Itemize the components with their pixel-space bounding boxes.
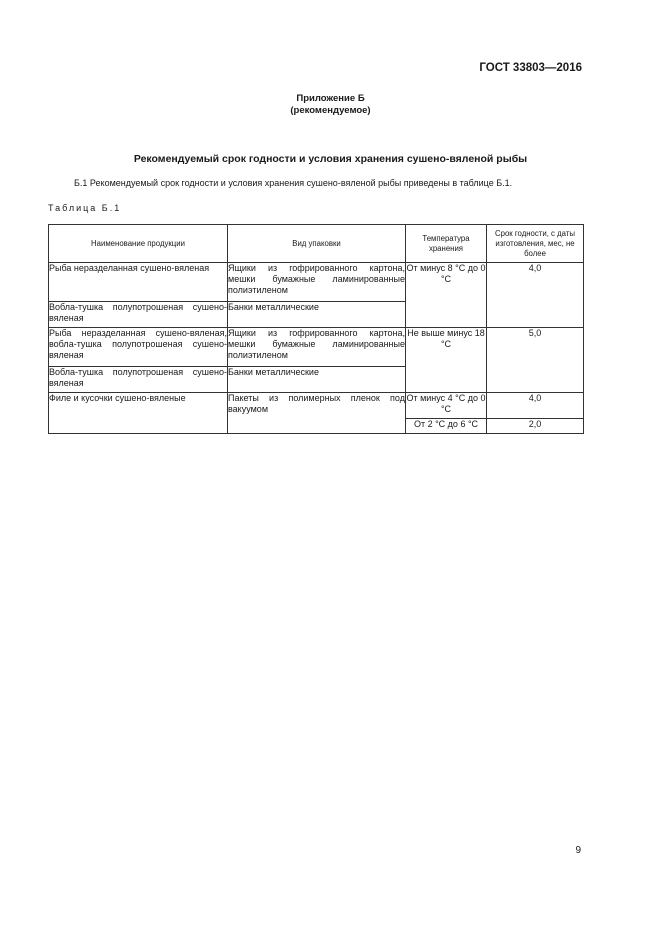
intro-paragraph: Б.1 Рекомендуемый срок годности и условия хранения сушено-вяленой рыбы приведены в таблице Б.1. [74,178,513,188]
product-cell: Рыба неразделанная сушено-вяленая [49,263,228,302]
packaging-cell: Банки металлические [228,302,406,328]
packaging-cell: Банки металлические [228,367,406,393]
table-row [49,328,584,367]
table-header-row [49,225,584,263]
storage-table [48,224,584,434]
packaging-cell: Ящики из гофрированного картона, мешки бумажные ламинированные полиэтиленом [228,328,406,367]
header-product: Наименование продукции [49,225,228,263]
temperature-cell: От 2 °С до 6 °С [406,419,487,434]
temperature-cell: От минус 4 °С до 0 °С [406,393,487,419]
packaging-cell: Пакеты из полимерных пленок под вакуумом [228,393,406,434]
page-number: 9 [575,845,581,856]
packaging-cell: Ящики из гофрированного картона, мешки бумажные ламинированные полиэтиленом [228,263,406,302]
header-packaging: Вид упаковки [228,225,406,263]
header-shelf-life: Срок годности, с даты изготовления, мес, не более [487,225,584,263]
shelf-life-cell: 4,0 [487,263,584,328]
appendix-note: (рекомендуемое) [290,105,371,116]
appendix-title: Приложение Б [296,93,365,104]
header-temperature: Температура хранения [406,225,487,263]
table-row [49,263,584,302]
table-row [49,393,584,419]
temperature-cell: От минус 8 °С до 0 °С [406,263,487,328]
temperature-cell: Не выше минус 18 °С [406,328,487,393]
product-cell: Вобла-тушка полупотрошеная сушено-вяленая [49,367,228,393]
document-code: ГОСТ 33803—2016 [479,62,582,74]
shelf-life-cell: 4,0 [487,393,584,419]
shelf-life-cell: 5,0 [487,328,584,393]
shelf-life-cell: 2,0 [487,419,584,434]
product-cell: Филе и кусочки сушено-вяленые [49,393,228,434]
product-cell: Вобла-тушка полупотрошеная сушено-вяленая [49,302,228,328]
section-title: Рекомендуемый срок годности и условия хранения сушено-вяленой рыбы [133,153,528,165]
product-cell: Рыба неразделанная сушено-вяленая, вобла-тушка полупотрошеная сушено-вяленая [49,328,228,367]
table-caption: Таблица Б.1 [48,203,122,213]
appendix-heading [0,93,661,117]
